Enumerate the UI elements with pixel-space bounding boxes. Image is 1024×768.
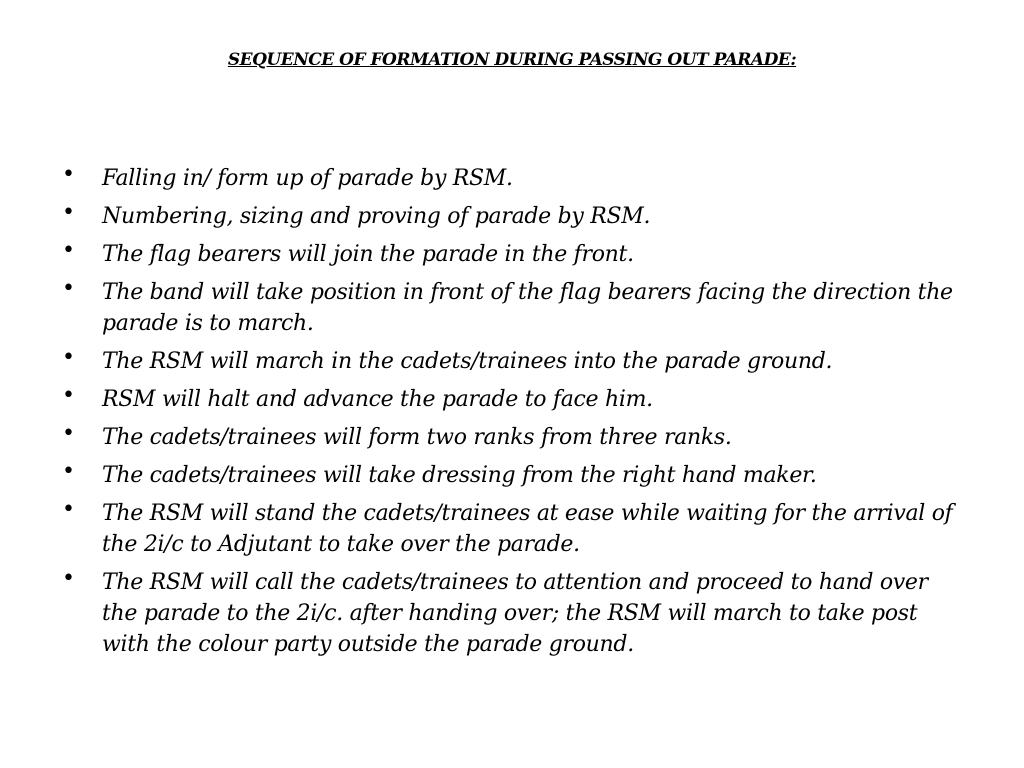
- list-item: [62, 201, 967, 232]
- list-item: [62, 346, 967, 377]
- list-item: [62, 422, 967, 453]
- list-item: [62, 163, 967, 194]
- bullet-icon: •: [62, 162, 75, 187]
- list-item: [62, 239, 967, 270]
- bullet-list: [62, 163, 967, 667]
- list-item: [62, 277, 967, 339]
- list-item: [62, 498, 967, 560]
- list-item: [62, 460, 967, 491]
- list-item-text: The cadets/trainees will take dressing from the right hand maker.: [102, 463, 817, 488]
- list-item-text: The RSM will call the cadets/trainees to attention and proceed to hand over the parade to the 2i/c. after handing over; the RSM will march to take post with the colour party outside the parade ground.: [102, 570, 928, 657]
- bullet-icon: •: [62, 200, 75, 225]
- list-item: [62, 384, 967, 415]
- bullet-icon: •: [62, 566, 75, 591]
- bullet-icon: •: [62, 345, 75, 370]
- bullet-icon: •: [62, 276, 75, 301]
- list-item-text: The RSM will march in the cadets/trainees into the parade ground.: [102, 349, 833, 374]
- list-item-text: The flag bearers will join the parade in the front.: [102, 242, 634, 267]
- bullet-icon: •: [62, 421, 75, 446]
- list-item: [62, 567, 967, 660]
- bullet-icon: •: [62, 497, 75, 522]
- list-item-text: The cadets/trainees will form two ranks from three ranks.: [102, 425, 732, 450]
- list-item-text: Numbering, sizing and proving of parade by RSM.: [102, 204, 651, 229]
- list-item-text: The RSM will stand the cadets/trainees at ease while waiting for the arrival of the 2i/c to Adjutant to take over the parade.: [102, 501, 953, 557]
- list-item-text: The band will take position in front of the flag bearers facing the direction the parade is to march.: [102, 280, 953, 336]
- slide-title: SEQUENCE OF FORMATION DURING PASSING OUT PARADE:: [227, 50, 797, 70]
- list-item-text: RSM will halt and advance the parade to face him.: [102, 387, 653, 412]
- list-item-text: Falling in/ form up of parade by RSM.: [102, 166, 513, 191]
- bullet-icon: •: [62, 383, 75, 408]
- bullet-icon: •: [62, 459, 75, 484]
- bullet-icon: •: [62, 238, 75, 263]
